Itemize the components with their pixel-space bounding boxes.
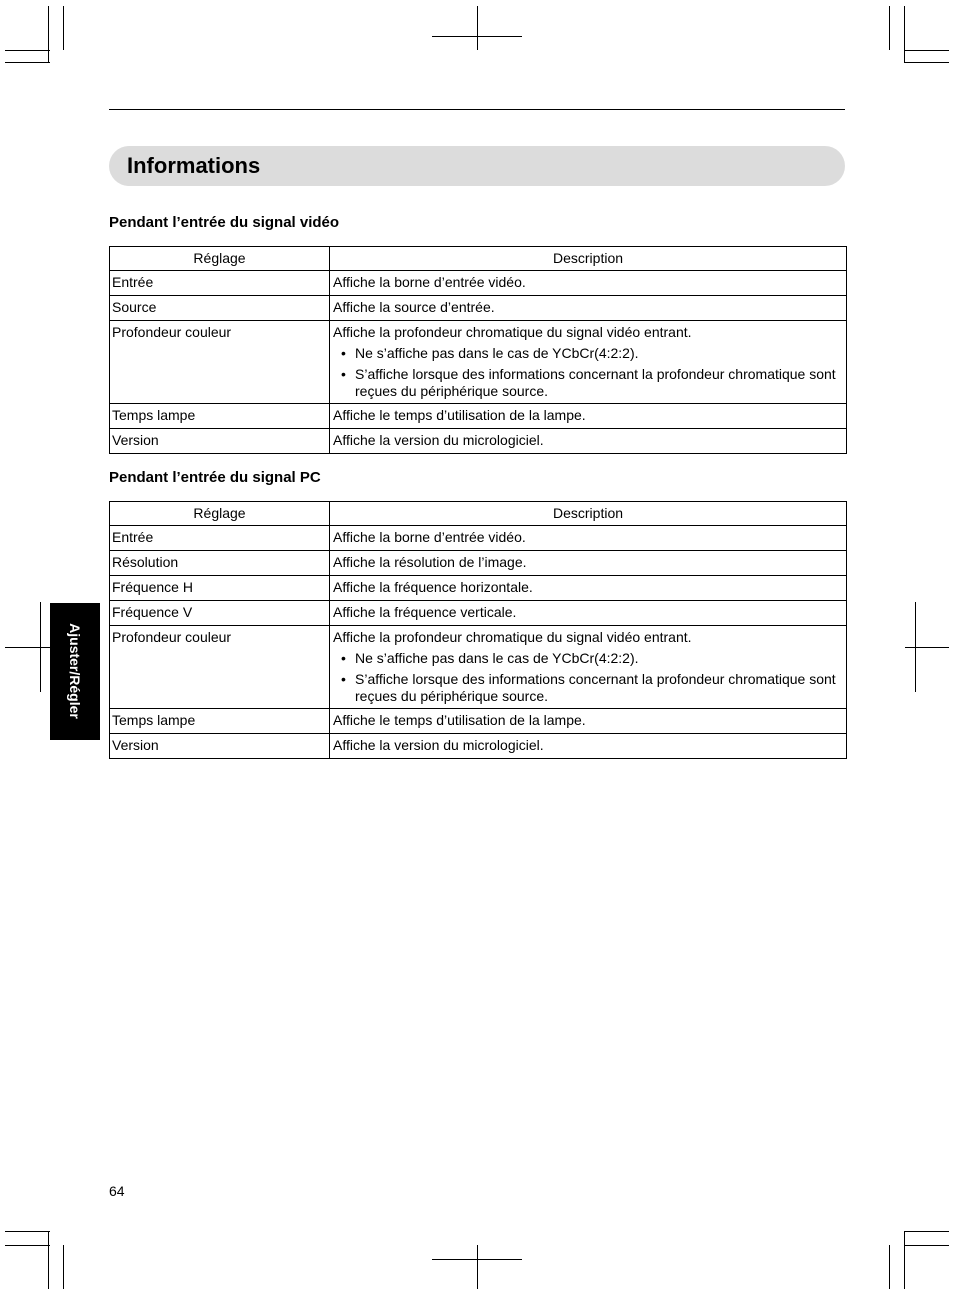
description-text: Affiche la profondeur chromatique du signal vidéo entrant. — [333, 324, 692, 340]
setting-cell: Source — [110, 296, 330, 321]
column-header-setting: Réglage — [110, 247, 330, 271]
setting-cell: Profondeur couleur — [110, 626, 330, 709]
table-row — [110, 601, 847, 626]
description-text: Affiche la profondeur chromatique du signal vidéo entrant. — [333, 629, 692, 645]
description-cell: Affiche la résolution de l’image. — [330, 551, 847, 576]
video-signal-table — [109, 246, 847, 454]
note-list — [333, 650, 844, 705]
setting-cell: Temps lampe — [110, 709, 330, 734]
note-item — [333, 650, 844, 667]
bullet-icon: • — [341, 650, 346, 666]
note-item — [333, 345, 844, 362]
table-row — [110, 709, 847, 734]
setting-cell: Entrée — [110, 271, 330, 296]
table-row — [110, 526, 847, 551]
setting-cell: Fréquence V — [110, 601, 330, 626]
description-cell: Affiche la version du micrologiciel. — [330, 429, 847, 454]
setting-cell: Entrée — [110, 526, 330, 551]
note-text: S’affiche lorsque des informations concernant la profondeur chromatique sont reçues du périphérique source. — [355, 366, 836, 399]
description-cell: Affiche la source d’entrée. — [330, 296, 847, 321]
setting-cell: Version — [110, 734, 330, 759]
description-cell: Affiche la borne d’entrée vidéo. — [330, 526, 847, 551]
pc-signal-table — [109, 501, 847, 759]
page-number: 64 — [109, 1183, 125, 1199]
setting-cell: Version — [110, 429, 330, 454]
description-cell: Affiche la fréquence verticale. — [330, 601, 847, 626]
bullet-icon: • — [341, 345, 346, 361]
column-header-description: Description — [330, 502, 847, 526]
table-row — [110, 626, 847, 709]
description-cell — [330, 626, 847, 709]
table-row — [110, 551, 847, 576]
note-text: Ne s’affiche pas dans le cas de YCbCr(4:2:2). — [355, 650, 639, 666]
note-item — [333, 671, 844, 705]
description-cell: Affiche la fréquence horizontale. — [330, 576, 847, 601]
setting-cell: Fréquence H — [110, 576, 330, 601]
note-text: Ne s’affiche pas dans le cas de YCbCr(4:2:2). — [355, 345, 639, 361]
column-header-description: Description — [330, 247, 847, 271]
section-heading-pc: Pendant l’entrée du signal PC — [109, 469, 321, 486]
page-title: Informations — [127, 153, 261, 178]
setting-cell: Temps lampe — [110, 404, 330, 429]
note-item — [333, 366, 844, 400]
setting-cell: Résolution — [110, 551, 330, 576]
bullet-icon: • — [341, 671, 346, 687]
section-heading-video: Pendant l’entrée du signal vidéo — [109, 214, 340, 231]
note-text: S’affiche lorsque des informations concernant la profondeur chromatique sont reçues du périphérique source. — [355, 671, 836, 704]
table-row — [110, 576, 847, 601]
table-row — [110, 296, 847, 321]
side-tab — [50, 603, 100, 740]
table-header-row — [110, 502, 847, 526]
setting-cell: Profondeur couleur — [110, 321, 330, 404]
table-row — [110, 271, 847, 296]
table-header-row — [110, 247, 847, 271]
table-row — [110, 734, 847, 759]
header-rule — [109, 109, 845, 110]
column-header-setting: Réglage — [110, 502, 330, 526]
title-bar — [109, 146, 845, 186]
bullet-icon: • — [341, 366, 346, 382]
description-cell — [330, 321, 847, 404]
description-cell: Affiche la version du micrologiciel. — [330, 734, 847, 759]
description-cell: Affiche le temps d’utilisation de la lampe. — [330, 404, 847, 429]
side-tab-label: Ajuster/Régler — [67, 623, 83, 719]
table-row — [110, 321, 847, 404]
note-list — [333, 345, 844, 400]
description-cell: Affiche le temps d’utilisation de la lampe. — [330, 709, 847, 734]
table-row — [110, 429, 847, 454]
description-cell: Affiche la borne d’entrée vidéo. — [330, 271, 847, 296]
table-row — [110, 404, 847, 429]
